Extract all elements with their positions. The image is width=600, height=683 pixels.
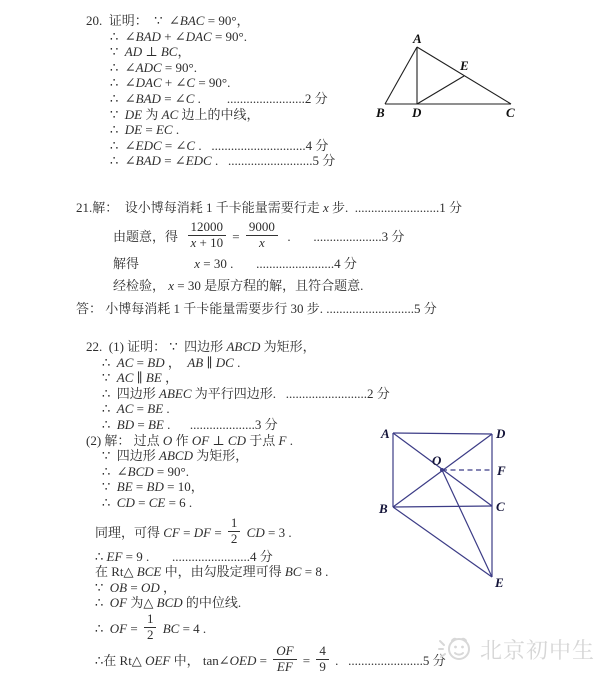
math-variable: DC	[215, 354, 234, 370]
solution-line: ∵ DE 为 AC 边上的中线，	[110, 106, 260, 122]
diagram-label-D: D	[496, 426, 506, 441]
diagram-point-O	[440, 468, 444, 472]
math-variable: OF	[276, 643, 294, 659]
math-variable: BD	[147, 354, 165, 370]
math-variable: AC	[116, 354, 134, 370]
diagram-label-C: C	[506, 105, 515, 120]
solution-line: ∵ BE = BD = 10，	[102, 479, 204, 495]
math-variable: BCE	[136, 564, 162, 580]
math-variable: DAC	[185, 28, 212, 44]
diagram-segment-OE	[442, 470, 492, 577]
diagram-label-B: B	[379, 501, 388, 516]
solution-line: ∴ OF 为△ BCD 的中位线.	[95, 595, 242, 611]
solution-line: ∴ AC = BD ， AB ∥ DC .	[102, 354, 241, 370]
math-variable: OF	[191, 432, 210, 448]
fraction: $\frac{12000}{x + 10}$	[188, 220, 227, 251]
fraction: $\frac{9000}{x}$	[246, 220, 278, 251]
math-variable: C	[186, 137, 196, 153]
solution-line: ∵ OB = OD ，	[95, 579, 177, 595]
diagram-label-C: C	[496, 499, 505, 514]
math-variable: OF	[109, 595, 128, 611]
diagram-segment-BA	[385, 47, 417, 104]
solution-line: ∴在 Rt△ OEF 中， tan∠OED = $\frac{OF}{EF}$ = $\frac{4}{9}$ . .......................5 分	[95, 643, 446, 675]
solution-line: ∵ AC ∥ BE ，	[102, 370, 179, 386]
diagram-label-E: E	[460, 58, 469, 73]
math-variable: BAC	[179, 13, 205, 28]
solution-line: 同理，可得 CF = DF = $\frac{1}{2}$ CD = 3 .	[95, 515, 292, 547]
fraction: $\frac{1}{2}$	[228, 516, 241, 547]
problem-20-solution	[86, 13, 335, 169]
math-variable: ABEC	[159, 385, 192, 401]
math-variable: EF	[106, 548, 123, 564]
math-variable: OB	[109, 579, 128, 595]
solution-line: ∴ OF = $\frac{1}{2}$ BC = 4 .	[95, 611, 207, 643]
math-variable: AB	[187, 354, 204, 370]
math-variable: EC	[155, 122, 173, 138]
math-variable: BCD	[127, 463, 154, 479]
math-variable: F	[278, 432, 287, 448]
solution-line: 21.解： 设小博每消耗 1 千卡能量需要行走 x 步. ..........................1 分	[76, 200, 463, 215]
math-variable: BD	[116, 416, 135, 432]
math-variable: C	[186, 75, 196, 91]
math-variable: DAC	[135, 75, 162, 91]
solution-line: 由题意，得 $\frac{12000}{x + 10}$ = $\frac{9000}{x}$ . .....................3 分	[113, 219, 405, 251]
math-variable: BC	[162, 620, 180, 636]
math-variable: x	[258, 235, 265, 251]
math-variable: BCD	[156, 595, 183, 611]
math-variable: CD	[227, 432, 246, 448]
diagram-segment-DE	[417, 76, 464, 104]
fraction: $\frac{4}{9}$	[316, 644, 329, 675]
math-variable: DF	[193, 524, 212, 540]
math-variable: BE	[147, 401, 164, 417]
solution-line: 22. (1) 证明： ∵ 四边形 ABCD 为矩形，	[86, 339, 316, 354]
math-variable: DE	[124, 106, 143, 122]
math-variable: EF	[276, 659, 293, 675]
diagram-label-A: A	[413, 31, 422, 46]
solution-line: ∴ ∠EDC = ∠C . .............................4 分	[110, 137, 329, 153]
fraction: $\frac{1}{2}$	[144, 612, 157, 643]
solution-line: 解得 x = 30 . ........................4 分	[113, 255, 357, 271]
math-variable: CD	[246, 524, 265, 540]
solution-line: ∴ ∠DAC + ∠C = 90°.	[110, 75, 231, 91]
math-variable: OD	[140, 579, 160, 595]
math-variable: EDC	[135, 137, 162, 153]
solution-line: ∵ 四边形 ABCD 为矩形，	[102, 448, 249, 464]
geometry-diagram-rectangle-22	[376, 420, 514, 598]
math-variable: ABCD	[159, 448, 193, 464]
problem-21-solution	[76, 200, 462, 316]
math-variable: BE	[116, 479, 133, 495]
math-variable: BC	[284, 564, 302, 580]
solution-line: ∴ ∠BAD = ∠EDC . ..........................5 分	[110, 153, 336, 169]
math-variable: O	[162, 432, 173, 448]
diagram-label-D: D	[412, 105, 422, 120]
solution-line: ∴ CD = CE = 6 .	[102, 494, 193, 510]
math-variable: CE	[148, 494, 166, 510]
solution-line: ∴ 四边形 ABEC 为平行四边形. .........................2 分	[102, 385, 390, 401]
diagram-segment-BC	[393, 506, 492, 507]
math-variable: ADC	[135, 59, 162, 75]
geometry-diagram-triangle-20	[370, 28, 525, 123]
math-variable: BE	[147, 416, 164, 432]
math-variable: OED	[229, 652, 257, 668]
diagram-segment-AD	[393, 433, 492, 434]
math-variable: OF	[109, 620, 128, 636]
solution-line: 20. 证明： ∵ ∠BAC = 90°，	[86, 13, 250, 28]
diagram-label-E: E	[495, 575, 504, 590]
watermark-text: 北京初中生	[480, 637, 596, 663]
solution-line: ∴ DE = EC .	[110, 122, 180, 138]
math-variable: BAD	[135, 28, 161, 44]
solution-line: ∴ ∠BCD = 90°.	[102, 463, 189, 479]
math-variable: EDC	[185, 153, 212, 169]
solution-line: 答： 小博每消耗 1 千卡能量需要步行 30 步. ...........................5 分	[76, 300, 437, 316]
math-variable: BAD	[135, 90, 161, 106]
solution-line: 在 Rt△ BCE 中，由勾股定理可得 BC = 8 .	[95, 564, 329, 580]
diagram-label-B: B	[376, 105, 385, 120]
math-variable: AC	[116, 401, 134, 417]
solution-line: ∴ BD = BE . ....................3 分	[102, 416, 278, 432]
solution-line: ∴ ∠BAD = ∠C . ........................2 分	[110, 90, 328, 106]
solution-line: ∴ AC = BE .	[102, 401, 170, 417]
watermark	[438, 633, 595, 665]
math-variable: OEF	[145, 652, 171, 668]
math-variable: AC	[116, 370, 134, 386]
math-variable: BC	[160, 44, 178, 60]
math-variable: ABCD	[226, 339, 261, 354]
math-variable: BE	[145, 370, 162, 386]
fraction	[273, 644, 296, 675]
solution-line: ∴ ∠ADC = 90°.	[110, 59, 197, 75]
math-variable: BD	[146, 479, 164, 495]
solution-line: ∴ ∠BAD + ∠DAC = 90°.	[110, 28, 247, 44]
diagram-label-F: F	[497, 463, 506, 478]
solution-line: 经检验， x = 30 是原方程的解，且符合题意.	[113, 278, 364, 294]
math-variable: BAD	[135, 153, 161, 169]
math-variable: x	[190, 235, 197, 251]
math-variable: x	[168, 278, 175, 294]
solution-line: ∵ AD ⊥ BC，	[110, 44, 191, 60]
math-variable: x	[194, 255, 201, 271]
math-variable: DE	[124, 122, 143, 138]
diagram-label-O: O	[432, 453, 442, 468]
panda-logo-icon	[438, 633, 474, 665]
math-variable: CD	[116, 494, 135, 510]
diagram-label-A: A	[381, 426, 390, 441]
diagram-segment-BE	[393, 507, 492, 577]
math-variable: CF	[163, 524, 180, 540]
math-variable: x	[323, 200, 329, 215]
solution-line: ∴ EF = 9 . ........................4 分	[95, 548, 273, 564]
math-variable: AC	[161, 106, 179, 122]
math-variable: AD	[124, 44, 143, 60]
solution-line: (2) 解： 过点 O 作 OF ⊥ CD 于点 F .	[86, 432, 293, 448]
math-variable: C	[185, 90, 195, 106]
